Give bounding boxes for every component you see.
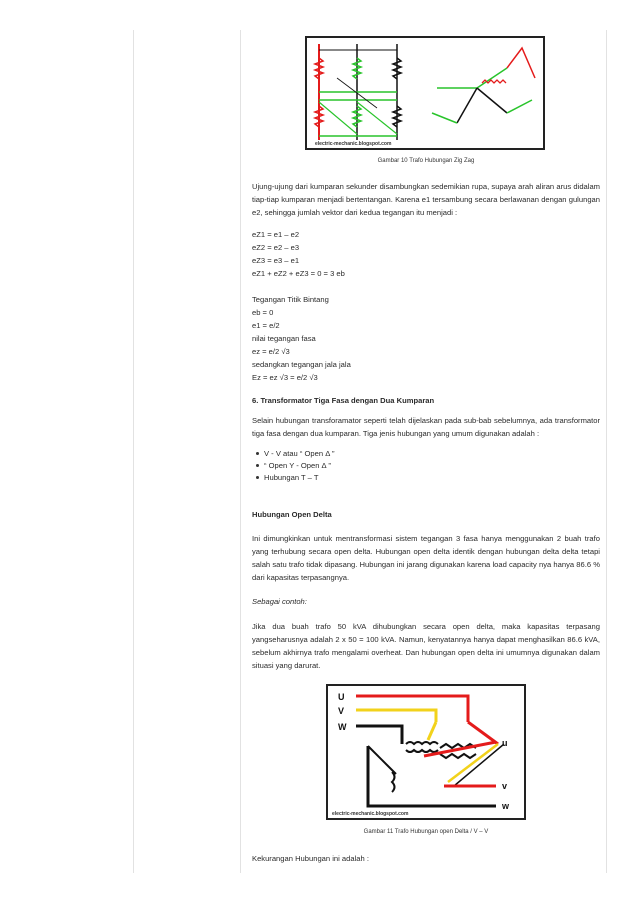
paragraph-text: Selain hubungan transforamator seperti telah dijelaskan pada sub-bab sebelumnya, ada transformator tiga fasa dengan dua kumparan. Tiga jenis hubungan yang umum digunakan adalah : <box>252 416 600 438</box>
bullet-icon <box>256 464 259 467</box>
star-line: Ez = ez √3 = e/2 √3 <box>252 373 318 382</box>
open-delta-watermark: electric-mechanic.blogspot.com <box>332 811 409 817</box>
star-line: e1 = e/2 <box>252 321 280 330</box>
list-item <box>264 448 612 460</box>
open-delta-heading: Hubungan Open Delta <box>252 510 332 519</box>
list-item-text: V - V atau “ Open Δ ” <box>264 449 335 458</box>
list-item <box>264 460 612 472</box>
label-W: W <box>338 722 347 732</box>
label-w: w <box>502 801 510 811</box>
paragraph-two-winding <box>252 414 600 440</box>
example-label: Sebagai contoh: <box>252 597 307 606</box>
star-line: ez = e/2 √3 <box>252 347 290 356</box>
paragraph-example <box>252 620 600 672</box>
equation-line: eZ2 = e2 – e3 <box>252 243 300 252</box>
label-V: V <box>338 706 345 716</box>
list-item-text: “ Open Y - Open Δ ” <box>264 461 331 470</box>
page-left-rule <box>133 30 134 873</box>
star-line: eb = 0 <box>252 308 274 317</box>
content-left-rule <box>240 30 241 873</box>
bullet-icon <box>256 452 259 455</box>
label-u: u <box>502 738 508 748</box>
paragraph-text: Ujung-ujung dari kumparan sekunder disambungkan sedemikian rupa, supaya arah aliran arus didalam tiap-tiap kumparan menjadi bertentangan. Karena e1 tersambung secara berlawanan dengan gulungan e2, sehingga jumlah vektor dari kedua tegangan itu menjadi : <box>252 182 600 217</box>
star-line: Tegangan Titik Bintang <box>252 295 329 304</box>
open-delta-diagram-frame <box>326 684 526 820</box>
paragraph-text: Jika dua buah trafo 50 kVA dihubungkan secara open delta, maka kapasitas terpasang yangseharusnya adalah 2 x 50 = 100 kVA. Namun, kenyatannya hanya dapat menghasilkan 86.6 kVA, sebelum akhirnya trafo mengalami overheat. Dan hubungan open delta ini umumnya digunakan dalam situasi yang darurat. <box>252 622 600 670</box>
equation-line: eZ3 = e3 – e1 <box>252 256 300 265</box>
figure-11-caption: Gambar 11 Trafo Hubungan open Delta / V – V <box>363 829 489 835</box>
zigzag-watermark: electric-mechanic.blogspot.com <box>315 141 392 147</box>
zigzag-diagram <box>307 38 543 148</box>
label-v: v <box>502 781 508 791</box>
zigzag-diagram-frame <box>305 36 545 150</box>
connection-types-list <box>252 448 612 484</box>
open-delta-diagram <box>328 686 524 818</box>
equation-line: eZ1 = e1 – e2 <box>252 230 300 239</box>
section-6-heading: 6. Transformator Tiga Fasa dengan Dua Kumparan <box>252 396 435 405</box>
star-line: sedangkan tegangan jala jala <box>252 360 351 369</box>
bullet-icon <box>256 476 259 479</box>
paragraph-zigzag-explanation <box>252 180 600 219</box>
last-line: Kekurangan Hubungan ini adalah : <box>252 854 369 863</box>
paragraph-open-delta <box>252 532 600 584</box>
paragraph-text: Ini dimungkinkan untuk mentransformasi sistem tegangan 3 fasa hanya menggunakan 2 buah trafo yang terhubung secara open delta. Hubungan open delta identik dengan hubungan delta delta tetapi salah satu trafo tidak dipasang. Hubungan ini jarang digunakan karena load capacity nya hanya 86.6 % dari kapasitas terpasangnya. <box>252 534 600 582</box>
star-line: nilai tegangan fasa <box>252 334 316 343</box>
label-U: U <box>338 692 345 702</box>
figure-10-caption: Gambar 10 Trafo Hubungan Zig Zag <box>377 158 475 164</box>
list-item <box>264 472 612 484</box>
list-item-text: Hubungan T – T <box>264 473 319 482</box>
equation-line: eZ1 + eZ2 + eZ3 = 0 = 3 eb <box>252 269 345 278</box>
